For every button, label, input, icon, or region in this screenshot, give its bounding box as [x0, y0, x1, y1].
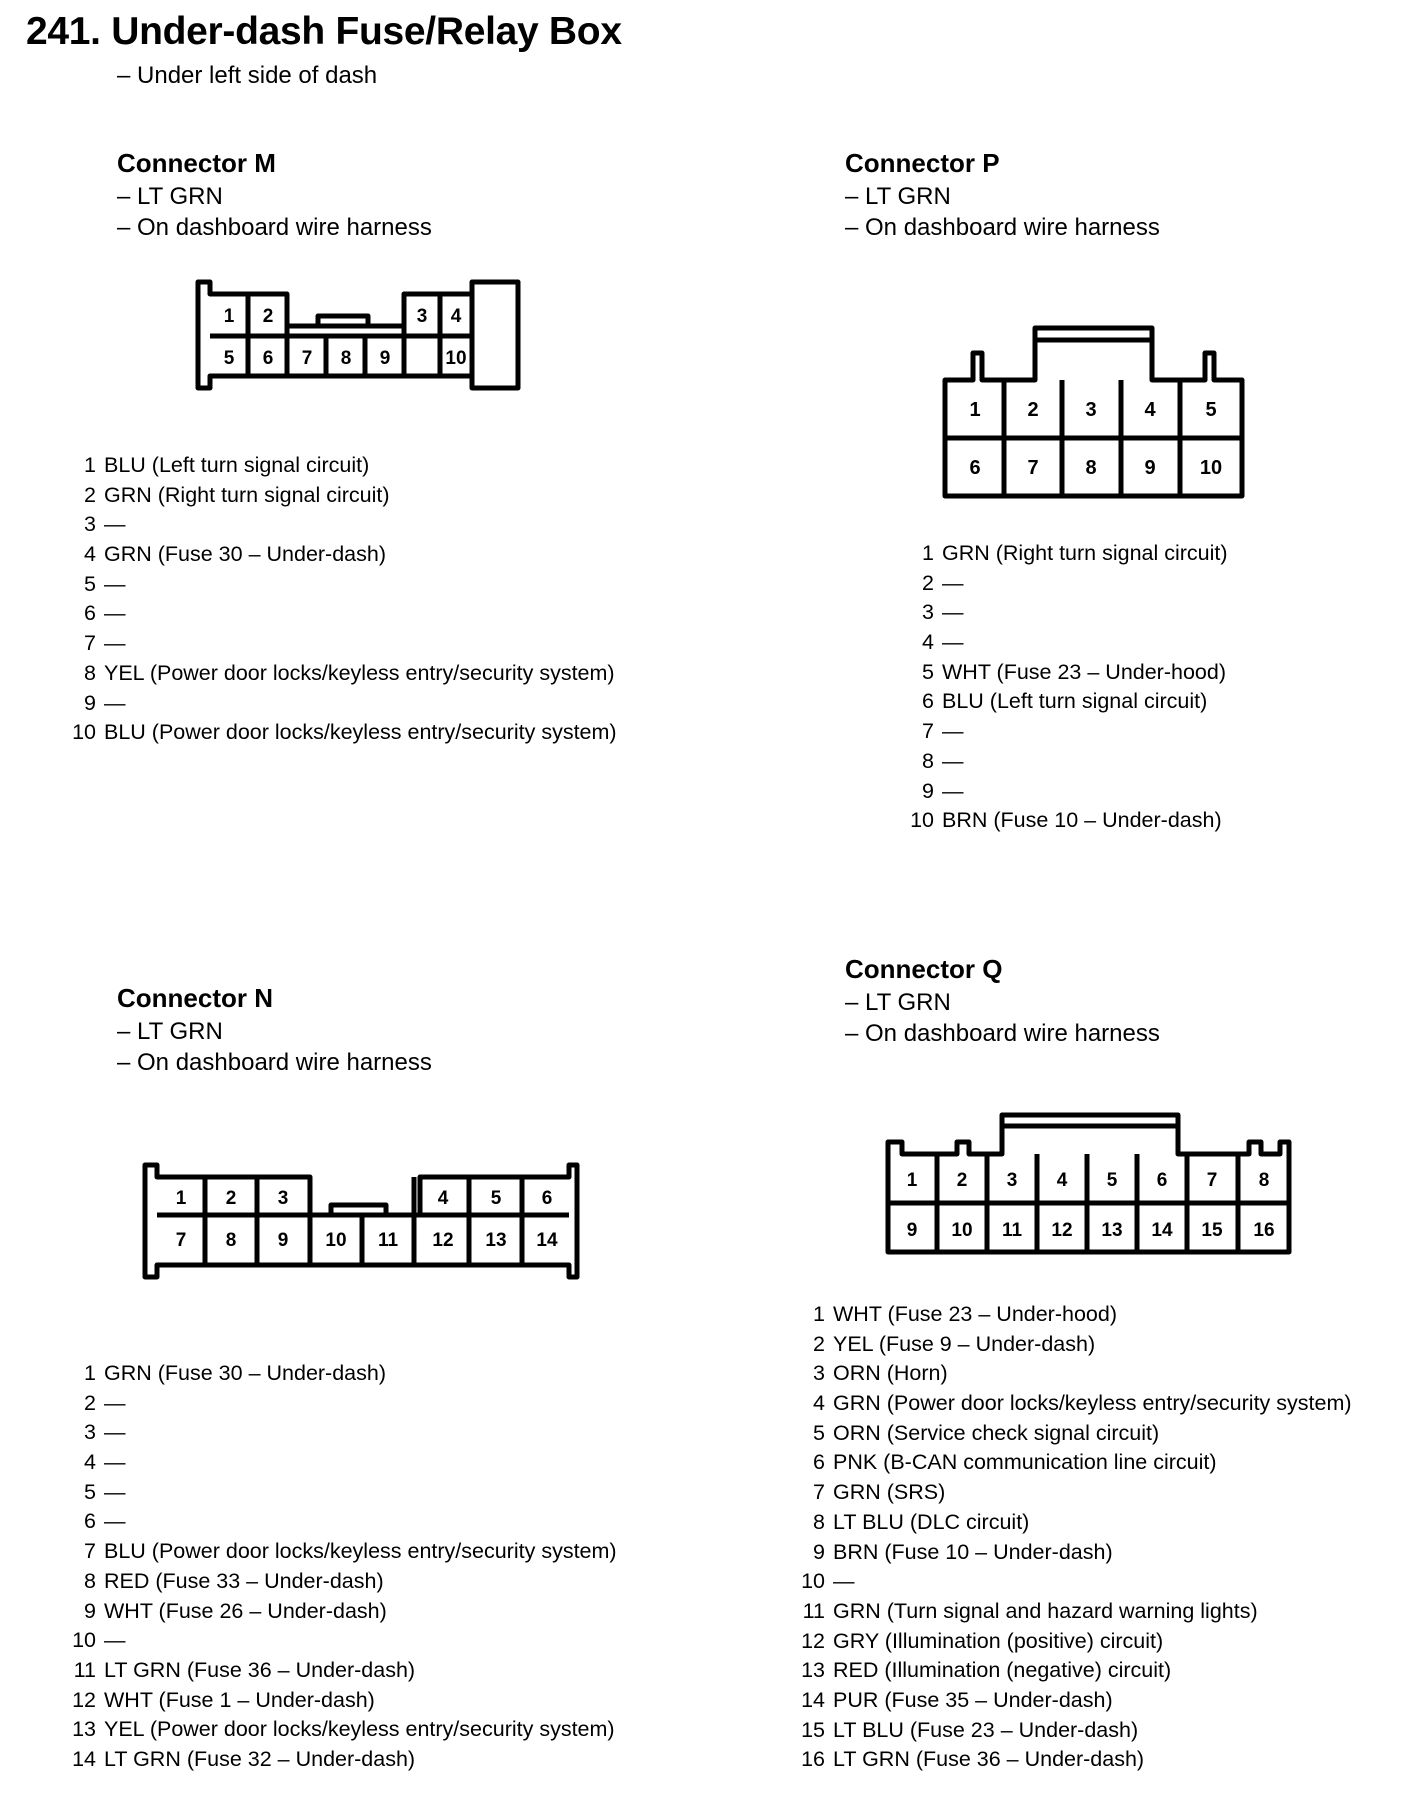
- pin-row: 7 GRN (SRS): [813, 1480, 946, 1505]
- pin-row: 3 —: [84, 1420, 126, 1445]
- connector-m-color: – LT GRN: [117, 183, 223, 210]
- svg-text:8: 8: [1085, 457, 1097, 479]
- pin-row: 1 WHT (Fuse 23 – Under-hood): [813, 1302, 1117, 1326]
- connector-q-color: – LT GRN: [845, 989, 951, 1016]
- connector-p-diagram: [940, 318, 1245, 503]
- pin-row: 5 —: [84, 1479, 126, 1504]
- page-title: 241. Under-dash Fuse/Relay Box: [26, 10, 622, 53]
- connector-n-diagram: [140, 1160, 580, 1285]
- page-subtitle: – Under left side of dash: [117, 62, 378, 89]
- svg-text:7: 7: [1027, 457, 1039, 479]
- pin-row: 16 LT GRN (Fuse 36 – Under-dash): [801, 1747, 1145, 1772]
- pin-row: 9 WHT (Fuse 26 – Under-dash): [84, 1598, 387, 1623]
- svg-text:7: 7: [301, 348, 313, 369]
- svg-text:6: 6: [969, 457, 981, 479]
- svg-text:9: 9: [379, 348, 391, 369]
- pin-row: 9 —: [84, 690, 126, 715]
- svg-text:11: 11: [1001, 1220, 1023, 1241]
- pin-row: 7 —: [84, 631, 126, 656]
- connector-q-heading: Connector Q: [845, 954, 1003, 984]
- connector-m-pin-list: [72, 451, 617, 748]
- svg-text:8: 8: [1258, 1170, 1270, 1191]
- pin-row: 2 GRN (Right turn signal circuit): [84, 482, 390, 507]
- svg-text:5: 5: [1205, 399, 1217, 421]
- pin-row: 1 BLU (Left turn signal circuit): [84, 453, 370, 477]
- svg-text:2: 2: [1027, 399, 1039, 421]
- connector-p-heading: Connector P: [845, 148, 1000, 178]
- svg-text:13: 13: [485, 1230, 507, 1251]
- svg-text:7: 7: [1206, 1170, 1218, 1191]
- svg-text:1: 1: [175, 1188, 187, 1209]
- pin-row: 10 —: [801, 1569, 855, 1594]
- pin-row: 4 GRN (Fuse 30 – Under-dash): [84, 542, 386, 567]
- svg-text:6: 6: [262, 348, 274, 369]
- svg-text:1: 1: [906, 1170, 918, 1191]
- svg-text:10: 10: [951, 1220, 973, 1241]
- connector-p-pin-list: [910, 539, 1228, 836]
- svg-text:12: 12: [1051, 1220, 1073, 1241]
- svg-text:10: 10: [445, 348, 467, 369]
- svg-text:13: 13: [1101, 1220, 1123, 1241]
- pin-row: 10 BLU (Power door locks/keyless entry/security system): [72, 720, 617, 745]
- pin-row: 4 —: [922, 630, 964, 655]
- pin-row: 4 —: [84, 1450, 126, 1475]
- pin-row: 5 —: [84, 571, 126, 596]
- svg-text:5: 5: [223, 348, 235, 369]
- connector-n-color: – LT GRN: [117, 1018, 223, 1045]
- svg-text:14: 14: [1151, 1220, 1173, 1241]
- svg-text:10: 10: [325, 1230, 347, 1251]
- pin-row: 3 —: [84, 512, 126, 537]
- pin-row: 13 RED (Illumination (negative) circuit): [801, 1658, 1172, 1683]
- pin-row: 15 LT BLU (Fuse 23 – Under-dash): [801, 1717, 1139, 1742]
- pin-row: 12 WHT (Fuse 1 – Under-dash): [72, 1687, 375, 1712]
- svg-text:2: 2: [225, 1188, 237, 1209]
- pin-row: 1 GRN (Fuse 30 – Under-dash): [84, 1361, 386, 1385]
- svg-text:3: 3: [1085, 399, 1097, 421]
- pin-row: 7 —: [922, 719, 964, 744]
- connector-p-location: – On dashboard wire harness: [845, 214, 1160, 241]
- pin-row: 8 —: [922, 748, 964, 773]
- connector-q-location: – On dashboard wire harness: [845, 1020, 1160, 1047]
- connector-q-section: [845, 954, 1160, 1048]
- svg-text:2: 2: [262, 306, 274, 327]
- svg-text:1: 1: [223, 306, 235, 327]
- svg-text:5: 5: [1106, 1170, 1118, 1191]
- svg-text:3: 3: [416, 306, 428, 327]
- pin-row: 2 —: [922, 570, 964, 595]
- pin-row: 3 —: [922, 600, 964, 625]
- connector-m-location: – On dashboard wire harness: [117, 214, 432, 241]
- svg-text:12: 12: [432, 1230, 454, 1251]
- connector-q-diagram: [884, 1110, 1294, 1260]
- pin-row: 3 ORN (Horn): [813, 1361, 948, 1386]
- svg-text:16: 16: [1253, 1220, 1275, 1241]
- connector-m-heading: Connector M: [117, 148, 276, 178]
- connector-n-location: – On dashboard wire harness: [117, 1049, 432, 1076]
- pin-row: 6 —: [84, 1509, 126, 1534]
- pin-row: 6 PNK (B-CAN communication line circuit): [813, 1450, 1217, 1475]
- pin-row: 14 PUR (Fuse 35 – Under-dash): [801, 1687, 1113, 1712]
- pin-row: 8 YEL (Power door locks/keyless entry/security system): [84, 660, 615, 685]
- pin-row: 11 LT GRN (Fuse 36 – Under-dash): [73, 1657, 416, 1682]
- pin-row: 13 YEL (Power door locks/keyless entry/security system): [72, 1717, 615, 1742]
- pin-row: 14 LT GRN (Fuse 32 – Under-dash): [72, 1746, 416, 1771]
- svg-text:1: 1: [969, 399, 981, 421]
- connector-p-color: – LT GRN: [845, 183, 951, 210]
- svg-text:5: 5: [490, 1188, 502, 1209]
- svg-text:10: 10: [1199, 457, 1223, 479]
- svg-text:6: 6: [1156, 1170, 1168, 1191]
- pin-row: 7 BLU (Power door locks/keyless entry/security system): [84, 1539, 617, 1564]
- pin-row: 10 BRN (Fuse 10 – Under-dash): [910, 808, 1222, 833]
- svg-text:2: 2: [956, 1170, 968, 1191]
- pin-row: 2 —: [84, 1390, 126, 1415]
- pin-row: 12 GRY (Illumination (positive) circuit): [801, 1628, 1164, 1653]
- svg-text:4: 4: [1056, 1170, 1068, 1191]
- pin-row: 5 ORN (Service check signal circuit): [813, 1420, 1160, 1445]
- connector-m-diagram: [190, 274, 535, 404]
- pin-row: 11 GRN (Turn signal and hazard warning lights): [802, 1598, 1258, 1623]
- svg-text:14: 14: [536, 1230, 558, 1251]
- svg-text:9: 9: [906, 1220, 918, 1241]
- connector-p-section: [845, 148, 1160, 242]
- svg-text:9: 9: [277, 1230, 289, 1251]
- svg-text:7: 7: [175, 1230, 187, 1251]
- svg-text:3: 3: [1006, 1170, 1018, 1191]
- connector-m-section: [117, 148, 432, 242]
- pin-row: 2 YEL (Fuse 9 – Under-dash): [813, 1331, 1096, 1356]
- pin-row: 6 —: [84, 601, 126, 626]
- svg-text:15: 15: [1201, 1220, 1223, 1241]
- svg-text:11: 11: [377, 1230, 399, 1251]
- pin-row: 9 BRN (Fuse 10 – Under-dash): [813, 1539, 1113, 1564]
- svg-text:9: 9: [1144, 457, 1156, 479]
- pin-row: 6 BLU (Left turn signal circuit): [922, 689, 1208, 714]
- svg-text:8: 8: [340, 348, 352, 369]
- pin-row: 1 GRN (Right turn signal circuit): [922, 541, 1228, 565]
- svg-text:4: 4: [450, 306, 462, 327]
- connector-n-heading: Connector N: [117, 983, 273, 1013]
- connector-q-pin-list: [801, 1300, 1352, 1775]
- svg-text:6: 6: [541, 1188, 553, 1209]
- svg-text:3: 3: [277, 1188, 289, 1209]
- svg-text:8: 8: [225, 1230, 237, 1251]
- svg-text:4: 4: [1144, 399, 1156, 421]
- svg-text:4: 4: [437, 1188, 449, 1209]
- connector-n-pin-list: [72, 1359, 617, 1775]
- connector-n-section: [117, 983, 432, 1077]
- pin-row: 10 —: [72, 1628, 126, 1653]
- pin-row: 5 WHT (Fuse 23 – Under-hood): [922, 659, 1226, 684]
- pin-row: 8 LT BLU (DLC circuit): [813, 1509, 1030, 1534]
- pin-row: 9 —: [922, 778, 964, 803]
- pin-row: 8 RED (Fuse 33 – Under-dash): [84, 1568, 384, 1593]
- pin-row: 4 GRN (Power door locks/keyless entry/security system): [813, 1391, 1352, 1416]
